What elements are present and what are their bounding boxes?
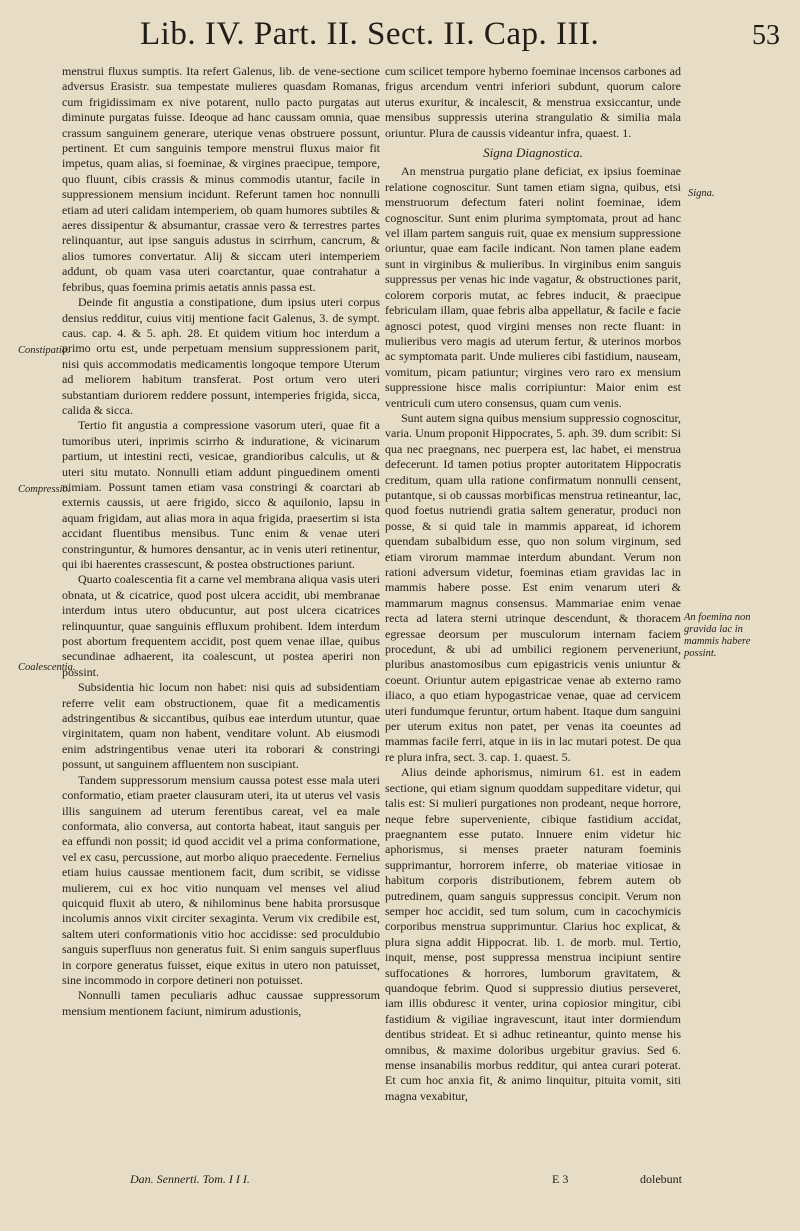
right-column: [385, 64, 681, 1104]
paragraph: Subsidentia hic locum non habet: nisi quis ad subsidentiam referre velit eam obstructionem, quae fit a medicamentis adstringentibus & siccantibus, quibus eae interdum utuntur, quae virginitatem, quam non habent, venditare volunt. Ab eiusmodi enim adstringentibus venae uteri ita roborari & constringi possunt, ut sanguinem affluentem non suscipiant.: [62, 680, 380, 772]
page-footer: [62, 1172, 682, 1194]
paragraph: menstrui fluxus sumptis. Ita refert Galenus, lib. de vene-sectione adversus Erasistr. sua tempestate mulieres quasdam Romanas, cum frigidissimam ex nive potarent, nullo pacto purgatas aut diminute purgatas fuisse. Ideoque ad hanc caussam omnia, quae crassum sanguinem generare, uterique venas obstruere possunt, pertinent. Et cum sanguinis tempore menstrui fluxus maior fit impetus, quam alias, si foeminae, & virgines praecipue, tempore, quo fluunt, cibis crassis & minus commodis utantur, facile in suppressionem mensium incidunt. Referunt tamen hoc nonnulli etiam ad uteri calidam intemperiem, ob quam humores subtiles & aeres dissipentur & absumantur, crassae vero & terrestres partes relinquantur, aut ipse sanguis adustus in scirrhum, cancrum, & alios tumores convertatur. Alij & siccam uteri intemperiem addunt, ob quam vasa uteri coarctantur, quae contrahatur a febribus, quas foemina primis aetatis annis passa est.: [62, 64, 380, 294]
margin-note-coalescentia: Coalescentia.: [18, 662, 76, 673]
section-heading: Signa Diagnostica.: [483, 145, 583, 161]
paragraph: Nonnulli tamen peculiaris adhuc caussae suppressorum mensium mentionem faciunt, nimirum adustionis,: [62, 988, 380, 1018]
running-title: Lib. IV. Part. II. Sect. II. Cap. III.: [140, 16, 600, 52]
paragraph: cum scilicet tempore hyberno foeminae incensos carbones ad frigus arcendum ventri inferiori subdunt, quorum calore uterus exuritur, & incalescit, & menstrua exsiccantur, unde mensibus suppressis uterina strangulatio & similia mala oriuntur. Plura de caussis videantur infra, quaest. 1.: [385, 64, 681, 140]
page-number: 53: [752, 20, 780, 51]
gathering-mark: E 3: [552, 1172, 569, 1186]
paragraph: Quarto coalescentia fit a carne vel membrana aliqua vasis uteri obnata, ut & cicatrice, quod post ulcera accidit, ubi membranae interdum intus utero obducuntur, aut post ulcera cicatrices relinquuntur, quae sanguinis effluxum prohibent. Idem interdum post abortum frequentem accidit, post quem venae illae, quibus secundinae adhaerent, ita coalescunt, ut postea aperiri non possint.: [62, 572, 380, 679]
margin-note-constipatio: Constipatio.: [18, 345, 70, 356]
paragraph: An menstrua purgatio plane deficiat, ex ipsius foeminae relatione cognoscitur. Sunt tamen etiam signa, quibus, etsi menstruorum defectum fateri nolint foeminae, idem cognoscitur. Sunt enim plurima symptomata, prout ad hanc vel illam partem sanguis ruit, quae ex mensium suppressione oriuntur, quae eam facile indicant. Non tamen plane eadem sunt in virginibus & mulieribus. In virginibus enim sanguis suppressus per venas hic inde vagatur, & obstructiones parit, colorem corporis mutat, ac febres inducit, & praecipue febriculam illam, quae febris alba appellatur, & facile e facie agnosci potest, quod virgini menses non recte fluant: in mulieribus vero magis ad uterum fertur, & uterinos morbos ac symptomata parit. Unde mulieres cibi fastidium, nauseam, vomitum, picam patiuntur; virgines vero raro ex mensium suppressione hisce malis corripiuntur: Maior enim est ventriculi cum utero consensus, quam cum venis.: [385, 164, 681, 410]
paragraph: Sunt autem signa quibus mensium suppressio cognoscitur, varia. Unum proponit Hippocrates, 5. aph. 39. dum scribit: Si qua nec praegnans, nec puerpera est, lac habet, ei menstrua defecerunt. Id tamen potius propter autoritatem Hippocratis creditum, quam ulla ratione confirmatum nonnulli censent, putantque, si ob caussas morbificas menstrua retineantur, lac, quod foetus nutriendi gratia saltem generatur, produci non posse, & si quid tale in mammis appareat, id ichorem quendam subalbidum esse, quo non solum virginum, sed etiam virorum mammae interdum abundant. Verum non rationi adversum videtur, foeminas etiam gravidas lac in mammis habere posse. Est enim venarum uteri & mammarum magnus consensus. Mammariae enim venae recta ad latera sterni utrinque descendunt, & thoracem egressae deorsum per musculorum internam faciem procedunt, & ubi ad umbilici regionem perveneriunt, pluribus anastomosibus cum epigastricis venis uniuntur & coeunt. Oriuntur autem epigastricae venae ab externo ramo iliaco, a quo etiam hypogastricae venae, quae ad cervicem uteri fundumque feruntur, ortum habent. Itaque dum sanguini per uterum exitus non patet, per venas ita coeuntes ad mammas facile ferri, atque in iis in lac mutari potest. De qua re plura infra, sect. 3. cap. 1. quaest. 5.: [385, 410, 681, 764]
paragraph: Tertio fit angustia a compressione vasorum uteri, quae fit a tumoribus uteri, inprimis scirrho & induratione, & vicinarum partium, ut intestini recti, vesicae, grandioribus calculis, ut & uteri situ mutato. Nonnulli etiam addunt pinguedinem omenti nimiam. Possunt tamen etiam vasa constringi & coarctari ab externis caussis, ut aere frigido, sicco & aquilonio, lapsu in aquam frigidam, aut alias mora in aqua frigida, praesertim si ista accidant fluentibus mensibus. Tunc enim & venae uteri constringuntur, & humores densantur, ac in venis uteri retinentur, qui ibi haerentes crassescunt, & postea obstructiones pariunt.: [62, 418, 380, 571]
left-column: [62, 64, 380, 1019]
paragraph: Tandem suppressorum mensium caussa potest esse mala uteri conformatio, etiam praeter clausuram uteri, ita ut uterus vel vasis illis sanguinem ad uterum ferentibus careat, vel ea male conformata, alio conversa, aut contorta habeat, itaut sanguis per ea effundi non possit; id quod accidit vel a prima conformatione, vel ex casu, percussione, aut morbo aliquo praecedente. Fernelius etiam huius caussae mentionem facit, dum scribit, se vidisse mulierem, cui ex hoc vitio nunquam vel menses vel aliud quicquid fluxit ab utero, & nihilominus bene habita prorsusque incolumis annos vixit circiter sexaginta. Verum vix credibile est, saltem uteri conformationis vitio hoc accidisse: sed proculdubio sanguis superfluus non generatus fuit. Si enim sanguis superfluus in corpore generatus fuisset, eique exitus in utero non patuisset, sine incommodo in corpore detineri non potuisset.: [62, 772, 380, 987]
margin-note-compressio: Compressio.: [18, 484, 71, 495]
catchword: dolebunt: [640, 1172, 682, 1186]
running-header: [140, 16, 780, 60]
paragraph: Alius deinde aphorismus, nimirum 61. est in eadem sectione, qui etiam signum quoddam suppeditare videtur, qui talis est: Si mulieri purgationes non prodeant, neque horrore, neque febre superveniente, cibique fastidium accidat, praegnantem esse putato. Innuere enim videtur hic aphorismus, si menses praeter naturam foeminis supprimantur, horrorem inferre, ob materiae vitiosae in habitum corporis distributionem, febrem autem ob putredinem, quam sanguis suppressus concipit. Verum non semper hoc accidit, sed tum solum, cum in cacochymicis corporibus menstrua supprimuntur. Clarius hoc explicat, & plura signa addit Hippocrat. lib. 1. de morb. mul. Tertio, inquit, mense, post suppressa menstrua incipiunt sentire suffocationes & horrores, lumborum gravitatem, & quandoque febrim. Quod si suppressio diutius perseveret, iam illis obduresc it venter, urina copiosior mingitur, cibi fastidium & vigiliae ingravescunt, itaut inter dormiendum dentibus strideat. Et si adhuc retineantur, quinto mense his omnibus, & maxime doloribus urgebitur gravius. Sed 6. mense insanabilis morbus redditur, qui antea curari poterat. Et cum hoc anxia fit, & animo linquitur, pituita vomit, siti magna vexabitur,: [385, 765, 681, 1103]
margin-note-signa: Signa.: [688, 188, 715, 199]
footer-signature: Dan. Sennerti. Tom. I I I.: [130, 1172, 250, 1186]
margin-note-an-foemina: An foemina non gravida lac in mammis habere possint.: [684, 612, 751, 659]
paragraph: Deinde fit angustia a constipatione, dum ipsius uteri corpus densius redditur, cuius vitij mentione facit Galenus, 3. de sympt. caus. cap. 4. & 5. aph. 28. Et quidem vitium hoc interdum a primo ortu est, unde perpetuam mensium suppressionem parit, nisi quis accommodatis medicamentis longoque tempore Uterum ad meliorem habitum transferat. Post ortum vero uteri substantiam duriorem reddere possunt, intemperies frigida, sicca, calida & sicca.: [62, 295, 380, 417]
